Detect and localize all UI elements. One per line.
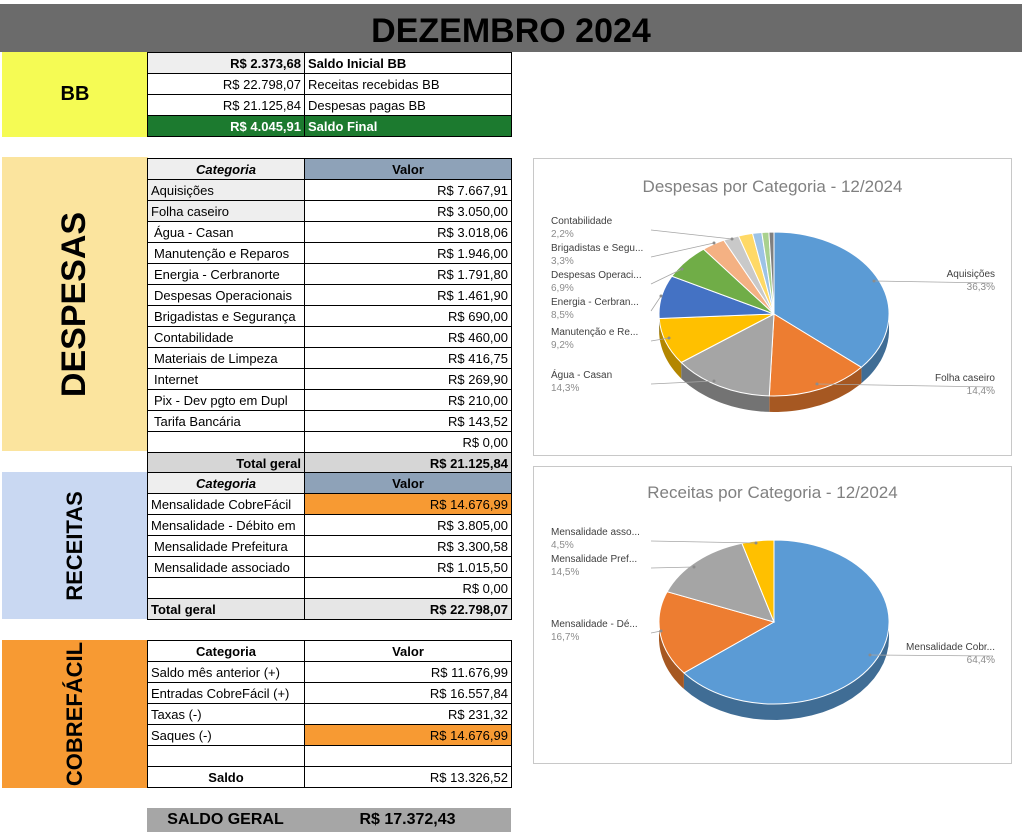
table-row bbox=[148, 557, 512, 578]
table-row bbox=[148, 704, 512, 725]
slice-label: Mensalidade - Dé... bbox=[551, 619, 638, 630]
slice-percent-label: 4,5% bbox=[551, 540, 574, 551]
table-row bbox=[148, 432, 512, 453]
table-row bbox=[148, 746, 512, 767]
total-value: R$ 21.125,84 bbox=[305, 453, 512, 474]
cell-categoria: Aquisições bbox=[148, 180, 305, 201]
slice-label: Mensalidade Cobr... bbox=[906, 642, 995, 653]
leader-dot bbox=[681, 268, 684, 271]
despesas-chart[interactable] bbox=[533, 158, 1012, 456]
cell-valor: R$ 1.461,90 bbox=[305, 285, 512, 306]
cell-valor: R$ 269,90 bbox=[305, 369, 512, 390]
slice-label: Energia - Cerbran... bbox=[551, 297, 639, 308]
bb-label: BB bbox=[60, 83, 90, 105]
table-row bbox=[148, 725, 512, 746]
page-title: DEZEMBRO 2024 bbox=[0, 4, 1022, 52]
bb-value: R$ 2.373,68 bbox=[148, 53, 305, 74]
cell-categoria: Taxas (-) bbox=[148, 704, 305, 725]
column-header-valor: Valor bbox=[305, 641, 512, 662]
cell-categoria bbox=[148, 578, 305, 599]
slice-percent-label: 14,5% bbox=[551, 567, 580, 578]
bb-table bbox=[147, 52, 512, 137]
cell-categoria: Tarifa Bancária bbox=[148, 411, 305, 432]
cell-valor bbox=[305, 746, 512, 767]
table-row bbox=[148, 95, 512, 116]
leader-dot bbox=[693, 566, 696, 569]
slice-label: Contabilidade bbox=[551, 216, 613, 227]
table-row bbox=[148, 201, 512, 222]
slice-percent-label: 3,3% bbox=[551, 256, 574, 267]
table-row bbox=[148, 662, 512, 683]
receitas-chart[interactable] bbox=[533, 466, 1012, 764]
table-header-row bbox=[148, 159, 512, 180]
table-row bbox=[148, 578, 512, 599]
total-label: Total geral bbox=[148, 453, 305, 474]
saldo-geral-label: SALDO GERAL bbox=[167, 811, 284, 828]
slice-percent-label: 8,5% bbox=[551, 310, 574, 321]
table-row bbox=[148, 536, 512, 557]
cell-categoria: Energia - Cerbranorte bbox=[148, 264, 305, 285]
table-header-row bbox=[148, 473, 512, 494]
table-row bbox=[148, 390, 512, 411]
receitas-label: RECEITAS bbox=[61, 490, 87, 601]
table-row bbox=[148, 515, 512, 536]
cell-categoria bbox=[148, 432, 305, 453]
cobrefacil-table bbox=[147, 640, 512, 788]
slice-label: Aquisições bbox=[946, 269, 995, 280]
cell-valor: R$ 416,75 bbox=[305, 348, 512, 369]
leader-dot bbox=[668, 337, 671, 340]
cell-categoria: Pix - Dev pgto em Dupl bbox=[148, 390, 305, 411]
bb-desc: Saldo Inicial BB bbox=[305, 53, 512, 74]
cell-categoria: Saques (-) bbox=[148, 725, 305, 746]
total-row bbox=[148, 453, 512, 474]
despesas-section-label bbox=[2, 157, 148, 451]
table-row bbox=[148, 74, 512, 95]
cell-categoria: Água - Casan bbox=[148, 222, 305, 243]
receitas-table bbox=[147, 472, 512, 620]
bb-desc: Saldo Final bbox=[305, 116, 512, 137]
leader-line bbox=[651, 541, 756, 543]
bb-section-label bbox=[2, 52, 148, 137]
slice-percent-label: 2,2% bbox=[551, 229, 574, 240]
leader-dot bbox=[869, 654, 872, 657]
slice-label: Mensalidade Pref... bbox=[551, 554, 638, 565]
cobrefacil-label: COBREFÁCIL bbox=[62, 641, 87, 787]
leader-dot bbox=[713, 242, 716, 245]
cell-categoria: Contabilidade bbox=[148, 327, 305, 348]
cell-valor: R$ 0,00 bbox=[305, 578, 512, 599]
cell-valor: R$ 460,00 bbox=[305, 327, 512, 348]
table-row bbox=[148, 369, 512, 390]
leader-dot bbox=[816, 383, 819, 386]
cell-valor: R$ 143,52 bbox=[305, 411, 512, 432]
saldo-value: R$ 13.326,52 bbox=[305, 767, 512, 788]
total-row bbox=[148, 599, 512, 620]
cell-categoria: Mensalidade associado bbox=[148, 557, 305, 578]
cell-categoria: Entradas CobreFácil (+) bbox=[148, 683, 305, 704]
column-header-categoria: Categoria bbox=[148, 641, 305, 662]
saldo-geral-bar bbox=[147, 808, 511, 832]
leader-dot bbox=[660, 630, 663, 633]
cell-valor: R$ 1.015,50 bbox=[305, 557, 512, 578]
total-label: Total geral bbox=[148, 599, 305, 620]
saldo-geral-value: R$ 17.372,43 bbox=[359, 811, 456, 828]
cell-valor: R$ 3.300,58 bbox=[305, 536, 512, 557]
chart-title: Receitas por Categoria - 12/2024 bbox=[647, 483, 898, 502]
table-row bbox=[148, 494, 512, 515]
table-row bbox=[148, 116, 512, 137]
slice-percent-label: 36,3% bbox=[966, 282, 995, 293]
cell-categoria: Mensalidade Prefeitura bbox=[148, 536, 305, 557]
slice-label: Folha caseiro bbox=[934, 373, 995, 384]
cell-categoria: Internet bbox=[148, 369, 305, 390]
leader-dot bbox=[755, 542, 758, 545]
despesas-pie-svg bbox=[534, 159, 1011, 455]
cell-categoria: Brigadistas e Segurança bbox=[148, 306, 305, 327]
slice-label: Despesas Operaci... bbox=[551, 270, 642, 281]
table-row bbox=[148, 306, 512, 327]
cell-categoria: Mensalidade CobreFácil bbox=[148, 494, 305, 515]
cell-valor: R$ 16.557,84 bbox=[305, 683, 512, 704]
table-header-row bbox=[148, 641, 512, 662]
chart-title: Despesas por Categoria - 12/2024 bbox=[642, 177, 903, 196]
cell-valor: R$ 210,00 bbox=[305, 390, 512, 411]
table-row bbox=[148, 683, 512, 704]
bb-desc: Despesas pagas BB bbox=[305, 95, 512, 116]
cell-categoria: Saldo mês anterior (+) bbox=[148, 662, 305, 683]
leader-dot bbox=[731, 238, 734, 241]
bb-desc: Receitas recebidas BB bbox=[305, 74, 512, 95]
cell-valor: R$ 690,00 bbox=[305, 306, 512, 327]
slice-percent-label: 6,9% bbox=[551, 283, 574, 294]
cell-valor: R$ 231,32 bbox=[305, 704, 512, 725]
cell-valor: R$ 14.676,99 bbox=[305, 494, 512, 515]
receitas-pie-svg bbox=[534, 467, 1011, 763]
table-row bbox=[148, 327, 512, 348]
column-header-valor: Valor bbox=[305, 159, 512, 180]
table-row bbox=[148, 264, 512, 285]
cell-categoria: Folha caseiro bbox=[148, 201, 305, 222]
slice-label: Brigadistas e Segu... bbox=[551, 243, 644, 254]
bb-value: R$ 22.798,07 bbox=[148, 74, 305, 95]
slice-percent-label: 64,4% bbox=[966, 655, 995, 666]
table-row bbox=[148, 411, 512, 432]
table-row bbox=[148, 180, 512, 201]
slice-label: Manutenção e Re... bbox=[551, 327, 639, 338]
column-header-categoria: Categoria bbox=[148, 159, 305, 180]
cell-categoria: Manutenção e Reparos bbox=[148, 243, 305, 264]
cell-valor: R$ 3.050,00 bbox=[305, 201, 512, 222]
cell-valor: R$ 1.946,00 bbox=[305, 243, 512, 264]
slice-percent-label: 9,2% bbox=[551, 340, 574, 351]
table-row bbox=[148, 348, 512, 369]
slice-label: Água - Casan bbox=[551, 370, 613, 381]
cell-categoria: Despesas Operacionais bbox=[148, 285, 305, 306]
column-header-valor: Valor bbox=[305, 473, 512, 494]
cell-valor: R$ 1.791,80 bbox=[305, 264, 512, 285]
cell-categoria: Mensalidade - Débito em bbox=[148, 515, 305, 536]
leader-dot bbox=[873, 280, 876, 283]
despesas-label: DESPESAS bbox=[55, 211, 94, 397]
column-header-categoria: Categoria bbox=[148, 473, 305, 494]
bb-value: R$ 4.045,91 bbox=[148, 116, 305, 137]
table-row bbox=[148, 53, 512, 74]
bb-value: R$ 21.125,84 bbox=[148, 95, 305, 116]
saldo-row bbox=[148, 767, 512, 788]
table-row bbox=[148, 285, 512, 306]
leader-dot bbox=[660, 295, 663, 298]
cell-categoria bbox=[148, 746, 305, 767]
table-row bbox=[148, 222, 512, 243]
cell-valor: R$ 0,00 bbox=[305, 432, 512, 453]
despesas-table bbox=[147, 158, 512, 474]
receitas-section-label bbox=[2, 472, 148, 619]
leader-dot bbox=[713, 380, 716, 383]
slice-percent-label: 16,7% bbox=[551, 632, 580, 643]
total-value: R$ 22.798,07 bbox=[305, 599, 512, 620]
cell-valor: R$ 14.676,99 bbox=[305, 725, 512, 746]
saldo-label: Saldo bbox=[148, 767, 305, 788]
leader-line bbox=[651, 230, 732, 239]
cell-valor: R$ 3.018,06 bbox=[305, 222, 512, 243]
cell-valor: R$ 7.667,91 bbox=[305, 180, 512, 201]
cobrefacil-section-label bbox=[2, 640, 148, 788]
cell-valor: R$ 3.805,00 bbox=[305, 515, 512, 536]
table-row bbox=[148, 243, 512, 264]
slice-label: Mensalidade asso... bbox=[551, 527, 640, 538]
slice-percent-label: 14,3% bbox=[551, 383, 580, 394]
slice-percent-label: 14,4% bbox=[966, 386, 995, 397]
cell-valor: R$ 11.676,99 bbox=[305, 662, 512, 683]
cell-categoria: Materiais de Limpeza bbox=[148, 348, 305, 369]
